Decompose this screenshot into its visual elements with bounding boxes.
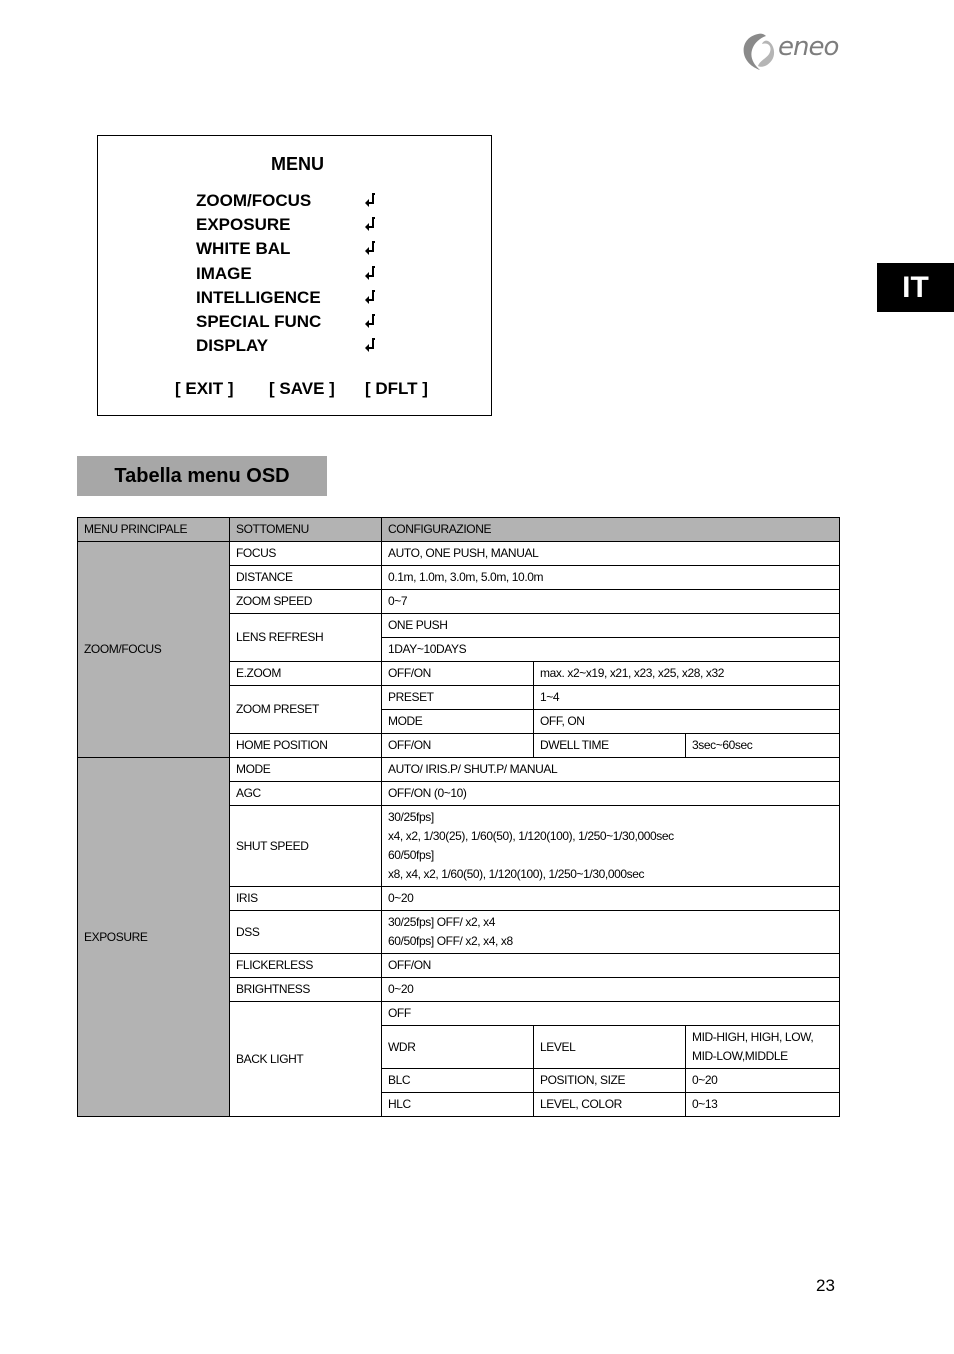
enter-arrow-icon [364,192,376,208]
submenu-cell: DISTANCE [230,566,382,590]
config-line: 30/25fps] [388,810,434,824]
submenu-cell: AGC [230,782,382,806]
config-line: MID-LOW,MIDDLE [692,1049,788,1063]
config-line: 60/50fps] OFF/ x2, x4, x8 [388,934,513,948]
config-cell: 1~4 [534,686,840,710]
table-row [78,542,840,566]
osd-menu-item-zoom-focus: ZOOM/FOCUS [196,191,396,213]
config-cell: 0~20 [382,978,840,1002]
osd-exit-button: [ EXIT ] [175,379,234,398]
config-line: 30/25fps] OFF/ x2, x4 [388,915,495,929]
config-cell: AUTO/ IRIS.P/ SHUT.P/ MANUAL [382,758,840,782]
osd-menu-table [77,517,840,1117]
config-cell: ONE PUSH [382,614,840,638]
config-line: x8, x4, x2, 1/60(50), 1/120(100), 1/250~1/30,000sec [388,867,645,881]
table-header-row [78,518,840,542]
config-cell: OFF/ON [382,734,534,758]
enter-arrow-icon [364,216,376,232]
submenu-cell: LENS REFRESH [230,614,382,662]
table-header-cell: MENU PRINCIPALE [78,518,230,542]
osd-menu-item-display: DISPLAY [196,336,396,358]
config-cell: BLC [382,1069,534,1093]
submenu-cell: SHUT SPEED [230,806,382,887]
config-cell: MODE [382,710,534,734]
main-menu-cell: ZOOM/FOCUS [78,542,230,758]
config-cell: OFF/ON (0~10) [382,782,840,806]
main-menu-cell: EXPOSURE [78,758,230,1117]
config-cell: WDR [382,1026,534,1069]
submenu-cell: MODE [230,758,382,782]
submenu-cell: HOME POSITION [230,734,382,758]
submenu-cell: FOCUS [230,542,382,566]
config-cell: LEVEL, COLOR [534,1093,686,1117]
config-cell: 0.1m, 1.0m, 3.0m, 5.0m, 10.0m [382,566,840,590]
submenu-cell: BACK LIGHT [230,1002,382,1117]
osd-menu-item-image: IMAGE [196,264,396,286]
config-cell [382,911,840,954]
enter-arrow-icon [364,313,376,329]
config-cell: OFF/ON [382,954,840,978]
brand-name: eneo [778,32,839,62]
table-header-cell: CONFIGURAZIONE [382,518,840,542]
enter-arrow-icon [364,240,376,256]
submenu-cell: IRIS [230,887,382,911]
osd-menu-item-intelligence: INTELLIGENCE [196,288,396,310]
submenu-cell: BRIGHTNESS [230,978,382,1002]
table-header-cell: SOTTOMENU [230,518,382,542]
config-cell: 0~13 [686,1093,840,1117]
submenu-cell: FLICKERLESS [230,954,382,978]
osd-dflt-button: [ DFLT ] [365,379,428,398]
config-cell: OFF [382,1002,840,1026]
osd-menu-item-white-bal: WHITE BAL [196,239,396,261]
page-number: 23 [816,1276,835,1295]
config-cell: HLC [382,1093,534,1117]
osd-menu-item-exposure: EXPOSURE [196,215,396,237]
config-cell: LEVEL [534,1026,686,1069]
osd-save-button: [ SAVE ] [269,379,335,398]
config-cell: 1DAY~10DAYS [382,638,840,662]
enter-arrow-icon [364,289,376,305]
section-title: Tabella menu OSD [77,456,327,496]
enter-arrow-icon [364,265,376,281]
table-row [78,758,840,782]
config-cell: 0~7 [382,590,840,614]
submenu-cell: ZOOM SPEED [230,590,382,614]
config-cell [382,806,840,887]
config-line: 60/50fps] [388,848,434,862]
submenu-cell: ZOOM PRESET [230,686,382,734]
config-cell: POSITION, SIZE [534,1069,686,1093]
language-tab: IT [877,263,954,312]
config-cell: OFF/ON [382,662,534,686]
config-line: MID-HIGH, HIGH, LOW, [692,1030,814,1044]
submenu-cell: DSS [230,911,382,954]
osd-menu-title: MENU [271,154,324,174]
config-cell: PRESET [382,686,534,710]
config-cell: DWELL TIME [534,734,686,758]
enter-arrow-icon [364,337,376,353]
config-cell: AUTO, ONE PUSH, MANUAL [382,542,840,566]
config-cell: 0~20 [382,887,840,911]
submenu-cell: E.ZOOM [230,662,382,686]
config-cell [686,1026,840,1069]
config-cell: 0~20 [686,1069,840,1093]
config-line: x4, x2, 1/30(25), 1/60(50), 1/120(100), 1/250~1/30,000sec [388,829,674,843]
config-cell: max. x2~x19, x21, x23, x25, x28, x32 [534,662,840,686]
config-cell: OFF, ON [534,710,840,734]
osd-menu-item-special-func: SPECIAL FUNC [196,312,396,334]
config-cell: 3sec~60sec [686,734,840,758]
osd-menu-box [97,135,492,416]
